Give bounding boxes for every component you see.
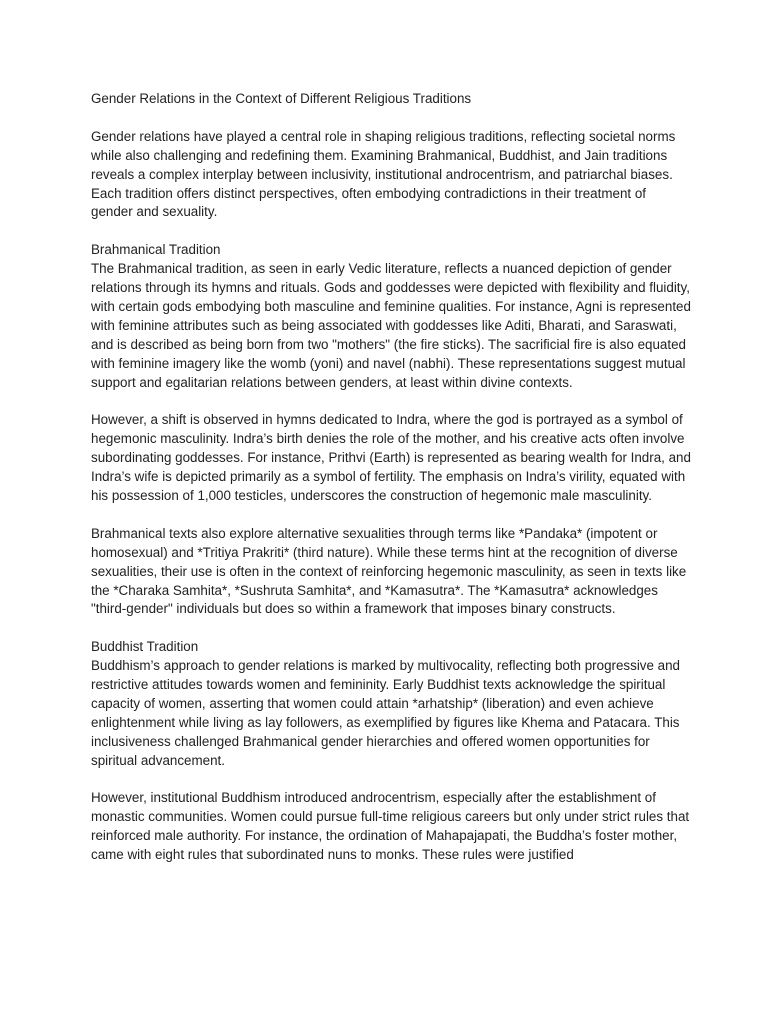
section-heading-buddhist: Buddhist Tradition (91, 639, 199, 655)
document-title: Gender Relations in the Context of Different Religious Traditions (91, 91, 472, 106)
buddhist-paragraph-2: However, institutional Buddhism introduced androcentrism, especially after the establishment of monastic communities. Women could pursue full-time religious careers but only under strict rules that reinforced male authority. For instance, the ordination of Mahapajapati, the Buddha’s foster mother, came with eight rules that subordinated nuns to monks. These rules were justified (91, 790, 690, 863)
section-heading-brahmanical: Brahmanical Tradition (91, 242, 221, 258)
intro-paragraph: Gender relations have played a central role in shaping religious traditions, reflecting societal norms while also challenging and redefining them. Examining Brahmanical, Buddhist, and Jain traditions reveals a complex interplay between inclusivity, institutional androcentrism, and patriarchal biases. Each tradition offers distinct perspectives, often embodying contradictions in their treatment of gender and sexuality. (91, 128, 676, 220)
document-page (91, 90, 691, 884)
buddhist-paragraph-1: Buddhism’s approach to gender relations is marked by multivocality, reflecting both progressive and restrictive attitudes towards women and femininity. Early Buddhist texts acknowledge the spiritual capacity of women, asserting that women could attain *arhatship* (liberation) and even achieve enlightenment while living as lay followers, as exemplified by figures like Khema and Patacara. This inclusiveness challenged Brahmanical gender hierarchies and offered women opportunities for spiritual advancement. (91, 658, 680, 768)
brahmanical-paragraph-3: Brahmanical texts also explore alternative sexualities through terms like *Pandaka* (impotent or homosexual) and *Tritiya Prakriti* (third nature). While these terms hint at the recognition of diverse sexualities, their use is often in the context of reinforcing hegemonic masculinity, as seen in texts like the *Charaka Samhita*, *Sushruta Samhita*, and *Kamasutra*. The *Kamasutra* acknowledges "third-gender" individuals but does so within a framework that imposes binary constructs. (91, 525, 687, 617)
brahmanical-paragraph-2: However, a shift is observed in hymns dedicated to Indra, where the god is portrayed as a symbol of hegemonic masculinity. Indra’s birth denies the role of the mother, and his creative acts often involve subordinating goddesses. For instance, Prithvi (Earth) is represented as bearing wealth for Indra, and Indra’s wife is depicted primarily as a symbol of fertility. The emphasis on Indra’s virility, equated with his possession of 1,000 testicles, underscores the construction of hegemonic male masculinity. (91, 412, 691, 503)
brahmanical-paragraph-1: The Brahmanical tradition, as seen in early Vedic literature, reflects a nuanced depiction of gender relations through its hymns and rituals. Gods and goddesses were depicted with flexibility and fluidity, with certain gods embodying both masculine and feminine qualities. For instance, Agni is represented with feminine attributes such as being associated with goddesses like Aditi, Bharati, and Saraswati, and is described as being born from two "mothers" (the fire sticks). The sacrificial fire is also equated with feminine imagery like the womb (yoni) and navel (nabhi). These representations suggest mutual support and egalitarian relations between genders, at least within divine contexts. (91, 261, 691, 390)
brahmanical-section (91, 241, 691, 392)
buddhist-section (91, 638, 691, 770)
